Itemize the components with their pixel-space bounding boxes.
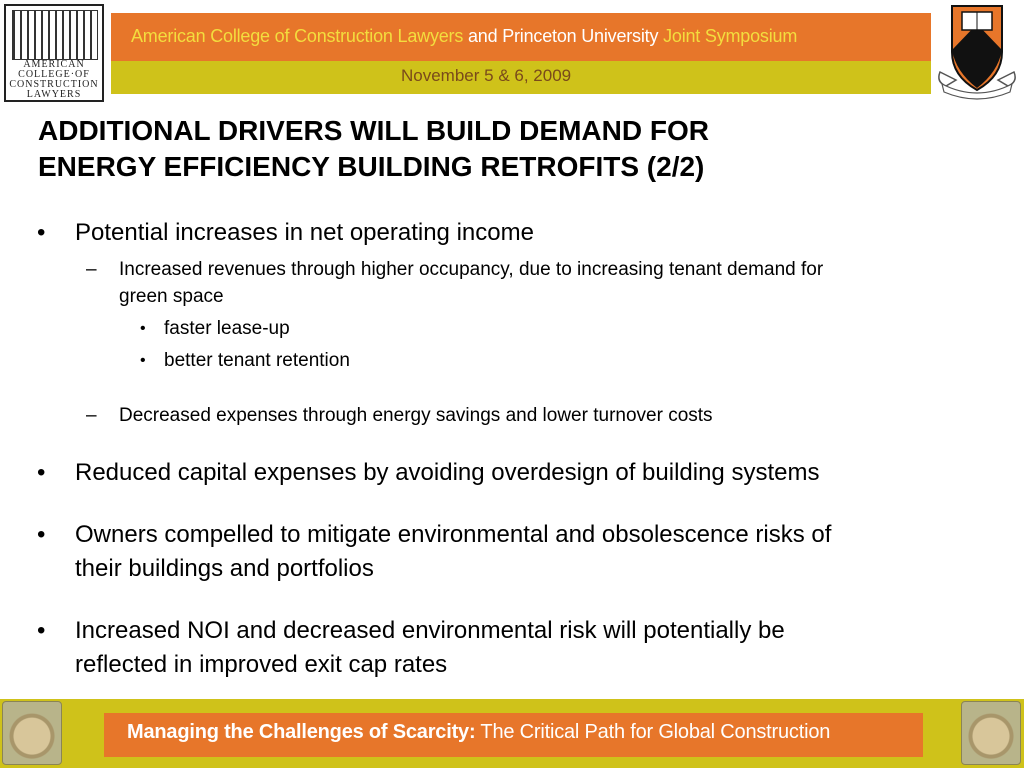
bullet-marker: •	[140, 352, 146, 369]
bullet-owners-compelled: • Owners compelled to mitigate environmental and obsolescence risks of their buildings and portfolios	[75, 518, 831, 586]
footer-right-image-icon	[961, 701, 1021, 765]
bullet-marker: •	[37, 617, 46, 644]
acocl-logo-emblem-icon	[12, 10, 98, 60]
bullet-marker: •	[37, 219, 46, 246]
bullet-marker: •	[37, 459, 46, 486]
sub-sub-bullet-faster-lease-up: • faster lease-up	[140, 318, 290, 339]
dash-marker: –	[86, 405, 97, 426]
acocl-logo-text: AMERICAN COLLEGE·OF CONSTRUCTION LAWYERS	[9, 59, 99, 100]
bullet-marker: •	[37, 521, 46, 548]
slide-title: ADDITIONAL DRIVERS WILL BUILD DEMAND FOR ENERGY EFFICIENCY BUILDING RETROFITS (2/2)	[38, 115, 709, 182]
bullet-increased-noi: • Increased NOI and decreased environmental risk will potentially be reflected in improved exit cap rates	[75, 614, 785, 682]
bullet-marker: •	[140, 320, 146, 337]
footer-left-image-icon	[2, 701, 62, 765]
footer-text: Managing the Challenges of Scarcity: The Critical Path for Global Construction	[127, 721, 831, 743]
sub-sub-bullet-tenant-retention: • better tenant retention	[140, 350, 350, 371]
acocl-logo	[4, 4, 104, 102]
header-date: November 5 & 6, 2009	[401, 66, 572, 85]
bullet-reduced-capital-expenses: • Reduced capital expenses by avoiding overdesign of building systems	[75, 456, 819, 490]
header-title: American College of Construction Lawyers and Princeton University Joint Symposium	[131, 26, 798, 46]
princeton-shield-icon	[932, 2, 1022, 102]
sub-bullet-increased-revenues: – Increased revenues through higher occupancy, due to increasing tenant demand for green space	[119, 256, 823, 310]
dash-marker: –	[86, 259, 97, 280]
bullet-net-operating-income: • Potential increases in net operating income	[75, 216, 534, 250]
sub-bullet-decreased-expenses: – Decreased expenses through energy savings and lower turnover costs	[119, 402, 713, 429]
